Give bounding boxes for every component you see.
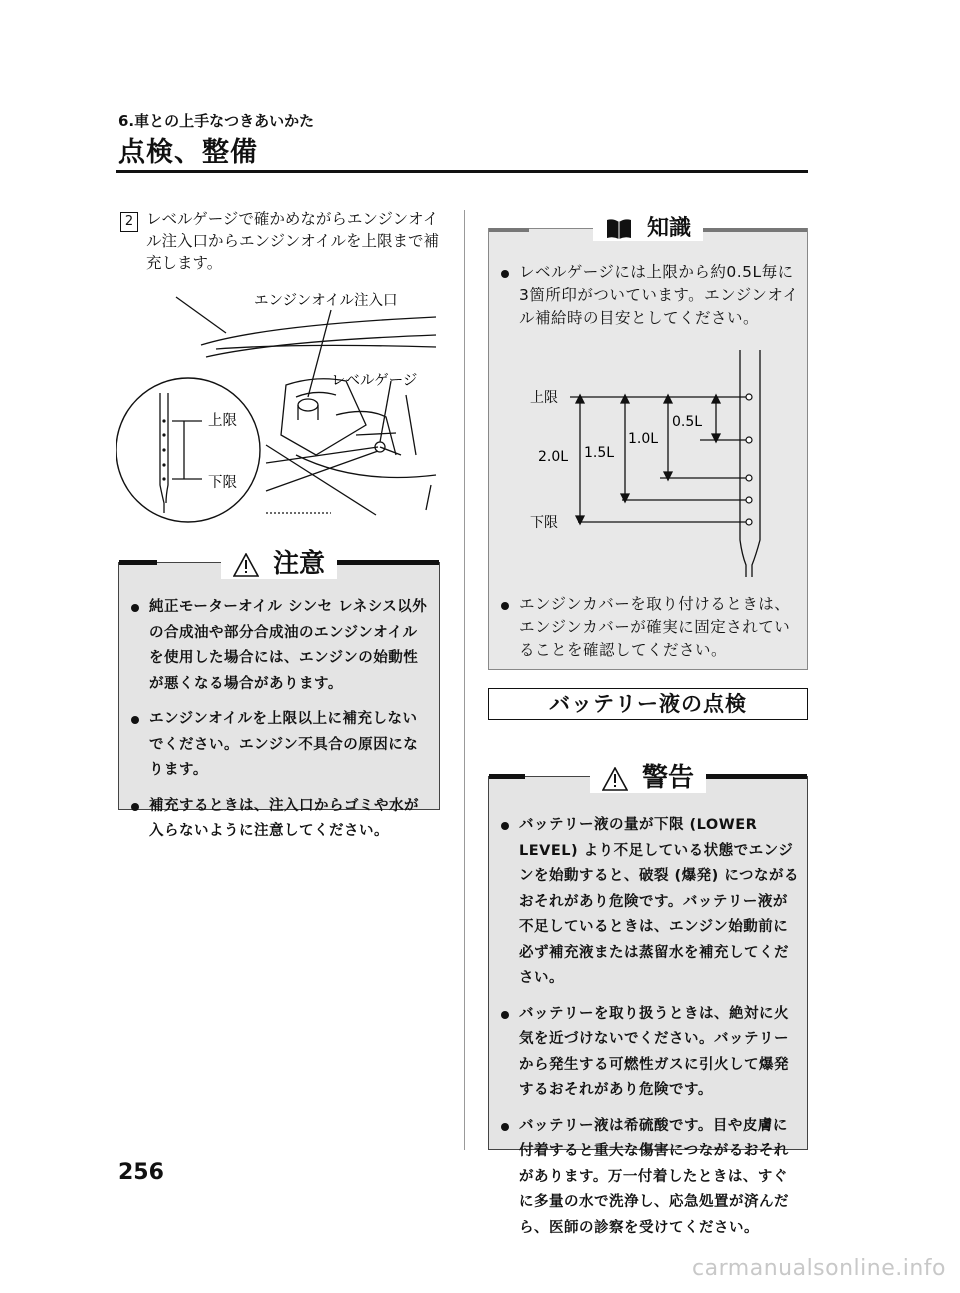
- book-icon: [605, 218, 633, 240]
- page-number: 256: [118, 1160, 164, 1185]
- caution-item: 純正モーターオイル シンセ レネシス以外の合成油や部分合成油のエンジンオイルを使用した場合には、エンジンの始動性が悪くなる場合があります。: [129, 595, 431, 697]
- caution-list: [129, 595, 431, 855]
- upper-limit-label: 上限: [530, 390, 558, 406]
- caution-item: 補充するときは、注入口からゴミや水が入らないように注意してください。: [129, 794, 431, 845]
- knowledge-item: エンジンカバーを取り付けるときは、エンジンカバーが確実に固定されていることを確認してください。: [499, 593, 801, 662]
- engine-oil-illustration: [116, 285, 446, 525]
- watermark: carmanualsonline.info: [692, 1256, 946, 1281]
- warning-item: バッテリーを取り扱うときは、絶対に火気を近づけないでください。バッテリーから発生する可燃性ガスに引火して爆発するおそれがあり危険です。: [499, 1002, 801, 1104]
- warning-triangle-icon: [602, 767, 628, 791]
- upper-limit-label: 上限: [208, 413, 237, 429]
- amount-1-0l: 1.0L: [628, 431, 659, 447]
- dipstick-level-diagram: [500, 345, 780, 585]
- warning-triangle-icon: [233, 553, 259, 577]
- lower-limit-label: 下限: [530, 515, 558, 531]
- lower-limit-label: 下限: [208, 475, 237, 491]
- warning-item: バッテリー液は希硫酸です。目や皮膚に付着すると重大な傷害につながるおそれがあります。万一付着したときは、すぐに多量の水で洗浄し、応急処置が済んだら、医師の診察を受けてください。: [499, 1114, 801, 1242]
- warning-box: [488, 763, 808, 1236]
- dipstick-label: レベルゲージ: [331, 373, 418, 389]
- caution-item: エンジンオイルを上限以上に補充しないでください。エンジン不具合の原因になります。: [129, 707, 431, 784]
- amount-1-5l: 1.5L: [584, 445, 615, 461]
- header-divider: [116, 170, 808, 173]
- step-text: レベルゲージで確かめながらエンジンオイル注入口からエンジンオイルを上限まで補充します。: [146, 210, 439, 272]
- battery-section-heading: バッテリー液の点検: [488, 688, 808, 720]
- column-divider: [464, 210, 465, 1150]
- warning-header: [489, 757, 807, 797]
- chapter-title: 6.車との上手なつきあいかた: [118, 112, 315, 130]
- warning-title: 警告: [641, 763, 694, 793]
- knowledge-header: [489, 209, 807, 249]
- knowledge-list: [499, 261, 801, 340]
- amount-0-5l: 0.5L: [672, 414, 703, 430]
- amount-2-0l: 2.0L: [538, 449, 569, 465]
- section-title: 点検、整備: [118, 137, 258, 168]
- caution-box: [118, 549, 440, 839]
- caution-title: 注意: [272, 549, 325, 579]
- warning-item: バッテリー液の量が下限 (LOWER LEVEL) より不足している状態でエンジンを始動すると、破裂 (爆発) につながるおそれがあり危険です。バッテリー液が不足しているときは、エンジン始動前に必ず補充液または蒸留水を補充してください。: [499, 813, 801, 992]
- knowledge-title: 知識: [646, 216, 691, 241]
- knowledge-list-2: [499, 593, 801, 672]
- knowledge-item: レベルゲージには上限から約0.5L毎に3箇所印がついています。エンジンオイル補給時の目安としてください。: [499, 261, 801, 330]
- caution-header: [119, 543, 439, 583]
- oil-filler-label: エンジンオイル注入口: [254, 293, 398, 309]
- warning-list: [499, 813, 801, 1251]
- step-number: 2: [120, 212, 138, 232]
